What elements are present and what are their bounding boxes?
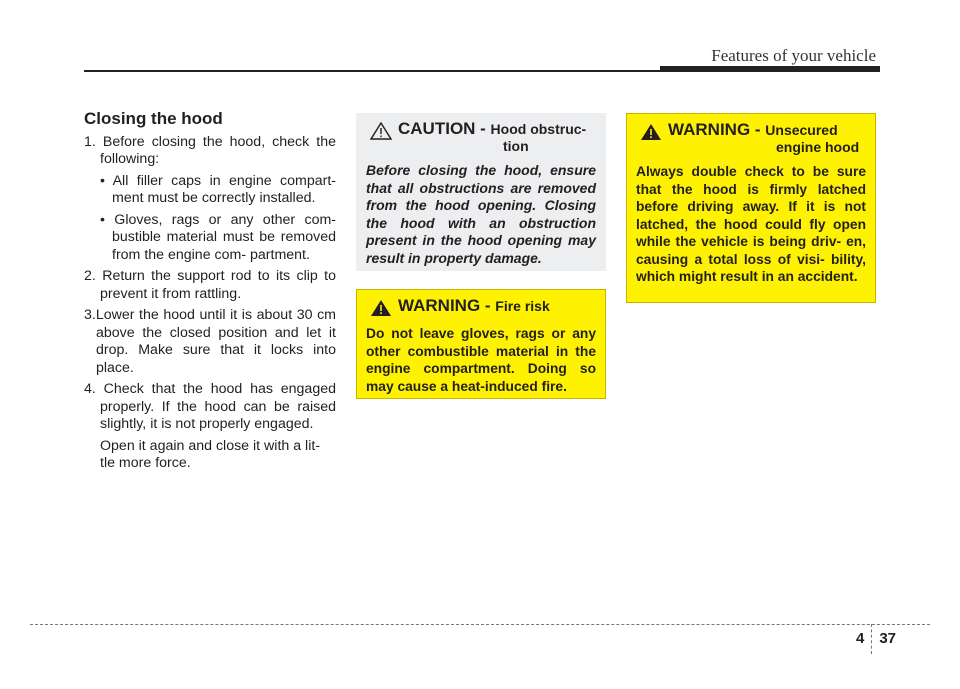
warning-hood-topic-line2: engine hood [776,139,860,155]
caution-heading [366,121,596,154]
warning-unsecured-hood [626,113,876,303]
warning-fire-risk [356,289,606,399]
warning-hood-body: Always double check to be sure that the hood is firmly latched before driving away. If it is not latched, the hood could fly open while the vehicle is being driv- en, causing a total loss of visi- bility, which might result in an accident. [636,164,866,284]
caution-topic-line2: tion [503,138,529,154]
warning-fire-body: Do not leave gloves, rags or any other combustible material in the engine compartment. Doing so may cause a heat-induced fire. [366,326,596,394]
step-3: 3.Lower the hood until it is about 30 cm above the closed position and let it drop. Make sure that it locks into place. [84,307,336,376]
warning-fire-label: WARNING - [398,296,496,315]
step-4-extra: Open it again and close it with a lit- tle more force. [100,437,321,471]
page-number [856,624,896,654]
caution-hood-obstruction [356,113,606,271]
warning-hood-topic-line1: Unsecured [765,122,838,138]
step-1: 1. Before closing the hood, check the following: [84,133,336,167]
caution-label: CAUTION - [398,119,491,138]
caution-topic-line1: Hood obstruc- [490,121,587,137]
warning-hood-label: WARNING - [668,120,766,139]
bullet-filler-caps: • All filler caps in engine compart- ment must be correctly installed. [100,172,336,206]
step-4: 4. Check that the hood has engaged properly. If the hood can be raised slightly, it is not properly engaged. [84,381,336,432]
warning-fire-heading [366,298,596,317]
header-rule-accent [660,66,880,72]
section-title: Closing the hood [84,109,223,128]
header-title: Features of your vehicle [711,46,876,65]
step-2: 2. Return the support rod to its clip to prevent it from rattling. [84,268,336,302]
warning-triangle-icon [370,299,392,317]
bullet-combustibles: • Gloves, rags or any other com- bustible material must be removed from the engine com- partment. [100,211,336,263]
warning-fire-topic: Fire risk [495,298,550,314]
chapter-number: 4 [856,624,872,654]
page-number-value: 37 [879,630,897,647]
caution-body: Before closing the hood, ensure that all obstructions are removed from the hood opening. Closing the hood with an obstruction present in the hood opening may result in property damage. [366,162,596,266]
warning-triangle-icon [640,123,662,141]
footer-rule [30,624,930,625]
caution-triangle-icon [370,122,392,140]
warning-hood-heading [636,122,866,155]
closing-hood-section [84,110,336,473]
